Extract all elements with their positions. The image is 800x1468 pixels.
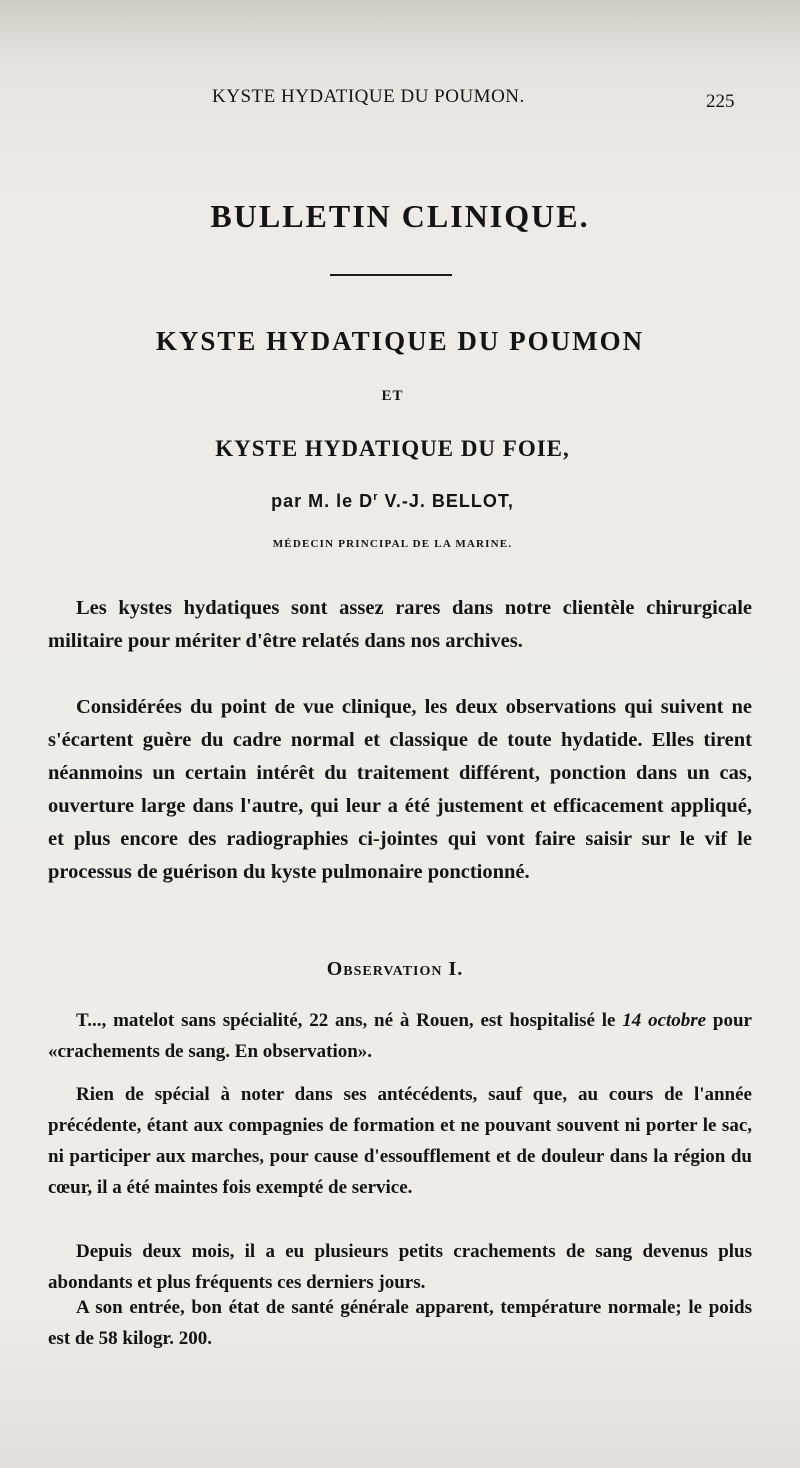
running-header <box>0 86 800 112</box>
paragraph-clinical <box>48 691 752 889</box>
article-title-line2: KYSTE HYDATIQUE DU FOIE, <box>215 436 570 461</box>
page-number: 225 <box>706 91 735 112</box>
text-run: T..., matelot sans spécialité, 22 ans, né à Rouen, est hospitalisé le <box>76 1010 623 1031</box>
paragraph-patient <box>48 1005 752 1067</box>
paragraph-text: A son entrée, bon état de santé générale apparent, température normale; le poids est de 58 kilogr. 200. <box>48 1297 752 1349</box>
section-title: BULLETIN CLINIQUE. <box>210 198 590 234</box>
paragraph-text: Rien de spécial à noter dans ses antécédents, sauf que, au cours de l'année précédente, étant aux compagnies de formation et ne pouvant souvent ni porter le sac, ni participer aux marches, pour cause d'essoufflement et de douleur dans la région du cœur, il a été maintes fois exempté de service. <box>48 1084 752 1198</box>
author-prefix: par M. le D <box>271 491 374 511</box>
paragraph-history <box>48 1079 752 1203</box>
title-divider <box>330 274 452 276</box>
paragraph-symptoms <box>48 1236 752 1298</box>
observation-heading: Observation I. <box>326 958 464 980</box>
running-title: KYSTE HYDATIQUE DU POUMON. <box>212 86 525 107</box>
paragraph-admission <box>48 1292 752 1354</box>
article-title-line1: KYSTE HYDATIQUE DU POUMON <box>155 326 645 356</box>
paragraph-text: Depuis deux mois, il a eu plusieurs petits crachements de sang devenus plus abondants et plus fréquents ces derniers jours. <box>48 1241 752 1293</box>
author-name: V.-J. BELLOT, <box>378 491 514 511</box>
text-run: pour «crachements de sang. En observation». <box>48 1010 752 1062</box>
paragraph-text: Les kystes hydatiques sont assez rares dans notre clientèle chirurgicale militaire pour mériter d'être relatés dans nos archives. <box>48 597 752 652</box>
author-title-superscript: r <box>373 491 379 503</box>
paragraph-intro <box>48 592 752 658</box>
admission-date: 14 octobre <box>622 1010 707 1031</box>
author-affiliation: MÉDECIN PRINCIPAL DE LA MARINE. <box>272 538 513 550</box>
paragraph-text <box>48 1005 752 1067</box>
paragraph-text: Considérées du point de vue clinique, les deux observations qui suivent ne s'écartent guère du cadre normal et classique de toute hydatide. Elles tirent néanmoins un certain intérêt du traitement différent, ponction dans un cas, ouverture large dans l'autre, qui leur a été justement et efficacement appliqué, et plus encore des radiographies ci-jointes qui vont faire saisir sur le vif le processus de guérison du kyste pulmonaire ponctionné. <box>48 696 752 883</box>
author-line <box>0 491 785 512</box>
article-title-conjunction: ET <box>381 388 404 404</box>
